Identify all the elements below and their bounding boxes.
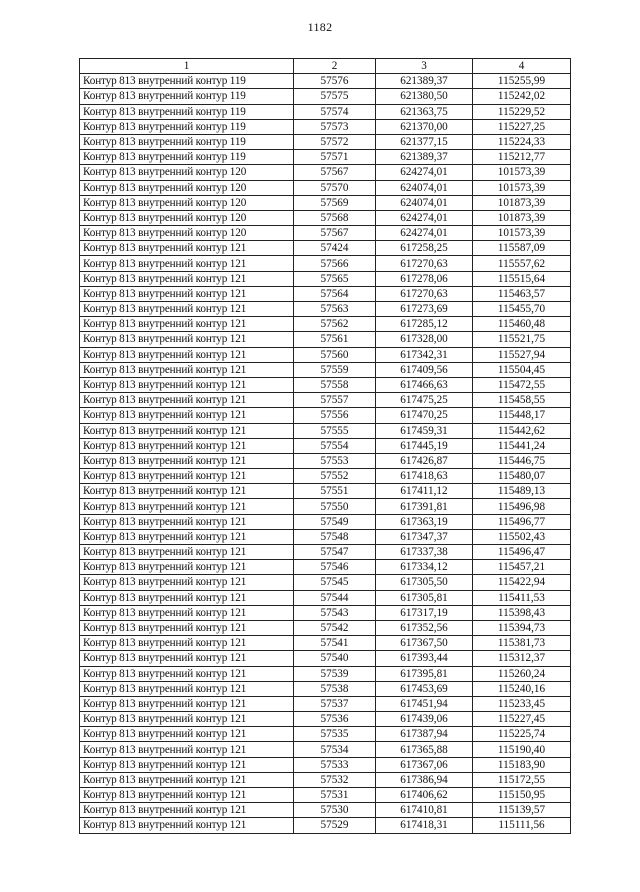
table-row <box>80 575 571 590</box>
x-coordinate-cell: 617410,81 <box>376 803 473 818</box>
table-row <box>80 302 571 317</box>
x-coordinate-cell: 617445,19 <box>376 438 473 453</box>
contour-name-cell: Контур 813 внутренний контур 121 <box>80 377 294 392</box>
coordinates-table <box>79 58 571 834</box>
contour-name-cell: Контур 813 внутренний контур 121 <box>80 317 294 332</box>
x-coordinate-cell: 617258,25 <box>376 241 473 256</box>
y-coordinate-cell: 115457,21 <box>473 560 571 575</box>
table-row <box>80 529 571 544</box>
x-coordinate-cell: 617352,56 <box>376 620 473 635</box>
table-row <box>80 545 571 560</box>
y-coordinate-cell: 115172,55 <box>473 772 571 787</box>
x-coordinate-cell: 617409,56 <box>376 362 473 377</box>
table-row <box>80 803 571 818</box>
point-number-cell: 57545 <box>294 575 376 590</box>
contour-name-cell: Контур 813 внутренний контур 121 <box>80 636 294 651</box>
x-coordinate-cell: 617418,31 <box>376 818 473 833</box>
point-number-cell: 57570 <box>294 180 376 195</box>
x-coordinate-cell: 624274,01 <box>376 226 473 241</box>
table-row <box>80 347 571 362</box>
point-number-cell: 57550 <box>294 499 376 514</box>
point-number-cell: 57553 <box>294 453 376 468</box>
y-coordinate-cell: 115557,62 <box>473 256 571 271</box>
point-number-cell: 57533 <box>294 757 376 772</box>
x-coordinate-cell: 617418,63 <box>376 469 473 484</box>
table-row <box>80 757 571 772</box>
x-coordinate-cell: 624074,01 <box>376 180 473 195</box>
point-number-cell: 57543 <box>294 605 376 620</box>
table-row <box>80 514 571 529</box>
contour-name-cell: Контур 813 внутренний контур 119 <box>80 74 294 89</box>
y-coordinate-cell: 115312,37 <box>473 651 571 666</box>
table-row <box>80 210 571 225</box>
point-number-cell: 57557 <box>294 393 376 408</box>
contour-name-cell: Контур 813 внутренний контур 121 <box>80 772 294 787</box>
contour-name-cell: Контур 813 внутренний контур 119 <box>80 134 294 149</box>
y-coordinate-cell: 115411,53 <box>473 590 571 605</box>
point-number-cell: 57575 <box>294 89 376 104</box>
y-coordinate-cell: 115472,55 <box>473 377 571 392</box>
column-header-1: 1 <box>80 59 294 74</box>
y-coordinate-cell: 115233,45 <box>473 696 571 711</box>
y-coordinate-cell: 115227,45 <box>473 712 571 727</box>
x-coordinate-cell: 617270,63 <box>376 286 473 301</box>
point-number-cell: 57549 <box>294 514 376 529</box>
x-coordinate-cell: 617393,44 <box>376 651 473 666</box>
table-row <box>80 74 571 89</box>
table-row <box>80 651 571 666</box>
x-coordinate-cell: 617337,38 <box>376 545 473 560</box>
table-row <box>80 180 571 195</box>
contour-name-cell: Контур 813 внутренний контур 121 <box>80 423 294 438</box>
x-coordinate-cell: 621363,75 <box>376 104 473 119</box>
table-row <box>80 681 571 696</box>
table-row <box>80 423 571 438</box>
table-row <box>80 560 571 575</box>
table-body <box>80 74 571 833</box>
point-number-cell: 57559 <box>294 362 376 377</box>
point-number-cell: 57540 <box>294 651 376 666</box>
y-coordinate-cell: 101873,39 <box>473 195 571 210</box>
x-coordinate-cell: 617305,50 <box>376 575 473 590</box>
table-row <box>80 165 571 180</box>
y-coordinate-cell: 115111,56 <box>473 818 571 833</box>
table-row <box>80 271 571 286</box>
column-header-4: 4 <box>473 59 571 74</box>
point-number-cell: 57544 <box>294 590 376 605</box>
point-number-cell: 57537 <box>294 696 376 711</box>
contour-name-cell: Контур 813 внутренний контур 119 <box>80 150 294 165</box>
x-coordinate-cell: 617328,00 <box>376 332 473 347</box>
y-coordinate-cell: 115225,74 <box>473 727 571 742</box>
table-row <box>80 104 571 119</box>
x-coordinate-cell: 621370,00 <box>376 119 473 134</box>
point-number-cell: 57538 <box>294 681 376 696</box>
point-number-cell: 57569 <box>294 195 376 210</box>
contour-name-cell: Контур 813 внутренний контур 121 <box>80 788 294 803</box>
x-coordinate-cell: 617365,88 <box>376 742 473 757</box>
point-number-cell: 57561 <box>294 332 376 347</box>
y-coordinate-cell: 115212,77 <box>473 150 571 165</box>
point-number-cell: 57530 <box>294 803 376 818</box>
contour-name-cell: Контур 813 внутренний контур 121 <box>80 575 294 590</box>
point-number-cell: 57546 <box>294 560 376 575</box>
x-coordinate-cell: 617305,81 <box>376 590 473 605</box>
x-coordinate-cell: 617470,25 <box>376 408 473 423</box>
table-row <box>80 788 571 803</box>
contour-name-cell: Контур 813 внутренний контур 119 <box>80 104 294 119</box>
table-row <box>80 484 571 499</box>
point-number-cell: 57566 <box>294 256 376 271</box>
point-number-cell: 57551 <box>294 484 376 499</box>
y-coordinate-cell: 115441,24 <box>473 438 571 453</box>
contour-name-cell: Контур 813 внутренний контур 121 <box>80 256 294 271</box>
x-coordinate-cell: 617285,12 <box>376 317 473 332</box>
y-coordinate-cell: 115240,16 <box>473 681 571 696</box>
table-row <box>80 150 571 165</box>
point-number-cell: 57568 <box>294 210 376 225</box>
y-coordinate-cell: 115489,13 <box>473 484 571 499</box>
contour-name-cell: Контур 813 внутренний контур 121 <box>80 347 294 362</box>
x-coordinate-cell: 617317,19 <box>376 605 473 620</box>
y-coordinate-cell: 115242,02 <box>473 89 571 104</box>
table-row <box>80 499 571 514</box>
y-coordinate-cell: 101573,39 <box>473 165 571 180</box>
y-coordinate-cell: 115521,75 <box>473 332 571 347</box>
table-row <box>80 134 571 149</box>
y-coordinate-cell: 115496,47 <box>473 545 571 560</box>
contour-name-cell: Контур 813 внутренний контур 121 <box>80 484 294 499</box>
contour-name-cell: Контур 813 внутренний контур 120 <box>80 195 294 210</box>
point-number-cell: 57573 <box>294 119 376 134</box>
point-number-cell: 57574 <box>294 104 376 119</box>
table-row <box>80 727 571 742</box>
point-number-cell: 57535 <box>294 727 376 742</box>
contour-name-cell: Контур 813 внутренний контур 121 <box>80 727 294 742</box>
point-number-cell: 57539 <box>294 666 376 681</box>
table-row <box>80 241 571 256</box>
table-row <box>80 742 571 757</box>
x-coordinate-cell: 617386,94 <box>376 772 473 787</box>
y-coordinate-cell: 115448,17 <box>473 408 571 423</box>
contour-name-cell: Контур 813 внутренний контур 120 <box>80 226 294 241</box>
contour-name-cell: Контур 813 внутренний контур 121 <box>80 651 294 666</box>
table-row <box>80 636 571 651</box>
point-number-cell: 57555 <box>294 423 376 438</box>
point-number-cell: 57424 <box>294 241 376 256</box>
table-row <box>80 772 571 787</box>
y-coordinate-cell: 115190,40 <box>473 742 571 757</box>
y-coordinate-cell: 115587,09 <box>473 241 571 256</box>
table-row <box>80 469 571 484</box>
y-coordinate-cell: 115504,45 <box>473 362 571 377</box>
x-coordinate-cell: 617367,06 <box>376 757 473 772</box>
contour-name-cell: Контур 813 внутренний контур 121 <box>80 332 294 347</box>
x-coordinate-cell: 617395,81 <box>376 666 473 681</box>
contour-name-cell: Контур 813 внутренний контур 121 <box>80 590 294 605</box>
y-coordinate-cell: 115515,64 <box>473 271 571 286</box>
contour-name-cell: Контур 813 внутренний контур 121 <box>80 529 294 544</box>
y-coordinate-cell: 115442,62 <box>473 423 571 438</box>
point-number-cell: 57565 <box>294 271 376 286</box>
contour-name-cell: Контур 813 внутренний контур 121 <box>80 666 294 681</box>
y-coordinate-cell: 115227,25 <box>473 119 571 134</box>
table-row <box>80 605 571 620</box>
table-row <box>80 818 571 833</box>
point-number-cell: 57548 <box>294 529 376 544</box>
column-header-2: 2 <box>294 59 376 74</box>
x-coordinate-cell: 624274,01 <box>376 210 473 225</box>
page-number: 1182 <box>307 20 333 34</box>
y-coordinate-cell: 115422,94 <box>473 575 571 590</box>
table-row <box>80 393 571 408</box>
point-number-cell: 57558 <box>294 377 376 392</box>
y-coordinate-cell: 115460,48 <box>473 317 571 332</box>
y-coordinate-cell: 101873,39 <box>473 210 571 225</box>
contour-name-cell: Контур 813 внутренний контур 121 <box>80 408 294 423</box>
contour-name-cell: Контур 813 внутренний контур 121 <box>80 757 294 772</box>
table-row <box>80 332 571 347</box>
table-row <box>80 119 571 134</box>
x-coordinate-cell: 617334,12 <box>376 560 473 575</box>
x-coordinate-cell: 617466,63 <box>376 377 473 392</box>
contour-name-cell: Контур 813 внутренний контур 121 <box>80 453 294 468</box>
y-coordinate-cell: 115502,43 <box>473 529 571 544</box>
contour-name-cell: Контур 813 внутренний контур 121 <box>80 302 294 317</box>
table-row <box>80 89 571 104</box>
x-coordinate-cell: 617411,12 <box>376 484 473 499</box>
table-row <box>80 712 571 727</box>
x-coordinate-cell: 617270,63 <box>376 256 473 271</box>
x-coordinate-cell: 617273,69 <box>376 302 473 317</box>
x-coordinate-cell: 621380,50 <box>376 89 473 104</box>
y-coordinate-cell: 101573,39 <box>473 180 571 195</box>
contour-name-cell: Контур 813 внутренний контур 121 <box>80 438 294 453</box>
x-coordinate-cell: 617387,94 <box>376 727 473 742</box>
y-coordinate-cell: 115398,43 <box>473 605 571 620</box>
contour-name-cell: Контур 813 внутренний контур 121 <box>80 818 294 833</box>
table-row <box>80 590 571 605</box>
y-coordinate-cell: 115394,73 <box>473 620 571 635</box>
x-coordinate-cell: 617363,19 <box>376 514 473 529</box>
y-coordinate-cell: 115255,99 <box>473 74 571 89</box>
table-row <box>80 226 571 241</box>
x-coordinate-cell: 617347,37 <box>376 529 473 544</box>
table-row <box>80 666 571 681</box>
contour-name-cell: Контур 813 внутренний контур 120 <box>80 210 294 225</box>
contour-name-cell: Контур 813 внутренний контур 121 <box>80 742 294 757</box>
y-coordinate-cell: 115446,75 <box>473 453 571 468</box>
x-coordinate-cell: 617439,06 <box>376 712 473 727</box>
contour-name-cell: Контур 813 внутренний контур 121 <box>80 499 294 514</box>
table-row <box>80 377 571 392</box>
x-coordinate-cell: 617278,06 <box>376 271 473 286</box>
y-coordinate-cell: 101573,39 <box>473 226 571 241</box>
y-coordinate-cell: 115229,52 <box>473 104 571 119</box>
point-number-cell: 57529 <box>294 818 376 833</box>
contour-name-cell: Контур 813 внутренний контур 121 <box>80 393 294 408</box>
point-number-cell: 57552 <box>294 469 376 484</box>
y-coordinate-cell: 115139,57 <box>473 803 571 818</box>
point-number-cell: 57547 <box>294 545 376 560</box>
y-coordinate-cell: 115463,57 <box>473 286 571 301</box>
x-coordinate-cell: 617451,94 <box>376 696 473 711</box>
x-coordinate-cell: 621389,37 <box>376 74 473 89</box>
contour-name-cell: Контур 813 внутренний контур 121 <box>80 696 294 711</box>
contour-name-cell: Контур 813 внутренний контур 120 <box>80 165 294 180</box>
table-row <box>80 696 571 711</box>
y-coordinate-cell: 115150,95 <box>473 788 571 803</box>
contour-name-cell: Контур 813 внутренний контур 121 <box>80 514 294 529</box>
contour-name-cell: Контур 813 внутренний контур 121 <box>80 362 294 377</box>
table-row <box>80 438 571 453</box>
y-coordinate-cell: 115496,98 <box>473 499 571 514</box>
point-number-cell: 57534 <box>294 742 376 757</box>
y-coordinate-cell: 115260,24 <box>473 666 571 681</box>
contour-name-cell: Контур 813 внутренний контур 119 <box>80 119 294 134</box>
contour-name-cell: Контур 813 внутренний контур 121 <box>80 620 294 635</box>
point-number-cell: 57556 <box>294 408 376 423</box>
point-number-cell: 57562 <box>294 317 376 332</box>
table-row <box>80 408 571 423</box>
table-row <box>80 286 571 301</box>
point-number-cell: 57560 <box>294 347 376 362</box>
x-coordinate-cell: 617391,81 <box>376 499 473 514</box>
contour-name-cell: Контур 813 внутренний контур 121 <box>80 605 294 620</box>
contour-name-cell: Контур 813 внутренний контур 121 <box>80 545 294 560</box>
y-coordinate-cell: 115527,94 <box>473 347 571 362</box>
y-coordinate-cell: 115455,70 <box>473 302 571 317</box>
column-header-3: 3 <box>376 59 473 74</box>
x-coordinate-cell: 617367,50 <box>376 636 473 651</box>
x-coordinate-cell: 617475,25 <box>376 393 473 408</box>
x-coordinate-cell: 624074,01 <box>376 195 473 210</box>
point-number-cell: 57542 <box>294 620 376 635</box>
x-coordinate-cell: 617459,31 <box>376 423 473 438</box>
table-row <box>80 256 571 271</box>
point-number-cell: 57572 <box>294 134 376 149</box>
contour-name-cell: Контур 813 внутренний контур 121 <box>80 681 294 696</box>
y-coordinate-cell: 115224,33 <box>473 134 571 149</box>
contour-name-cell: Контур 813 внутренний контур 120 <box>80 180 294 195</box>
x-coordinate-cell: 624274,01 <box>376 165 473 180</box>
table-row <box>80 317 571 332</box>
contour-name-cell: Контур 813 внутренний контур 121 <box>80 271 294 286</box>
y-coordinate-cell: 115183,90 <box>473 757 571 772</box>
contour-name-cell: Контур 813 внутренний контур 121 <box>80 469 294 484</box>
y-coordinate-cell: 115480,07 <box>473 469 571 484</box>
x-coordinate-cell: 617342,31 <box>376 347 473 362</box>
point-number-cell: 57564 <box>294 286 376 301</box>
point-number-cell: 57576 <box>294 74 376 89</box>
y-coordinate-cell: 115496,77 <box>473 514 571 529</box>
contour-name-cell: Контур 813 внутренний контур 119 <box>80 89 294 104</box>
x-coordinate-cell: 617426,87 <box>376 453 473 468</box>
x-coordinate-cell: 617453,69 <box>376 681 473 696</box>
contour-name-cell: Контур 813 внутренний контур 121 <box>80 286 294 301</box>
point-number-cell: 57531 <box>294 788 376 803</box>
table-row <box>80 195 571 210</box>
x-coordinate-cell: 621377,15 <box>376 134 473 149</box>
point-number-cell: 57536 <box>294 712 376 727</box>
x-coordinate-cell: 617406,62 <box>376 788 473 803</box>
contour-name-cell: Контур 813 внутренний контур 121 <box>80 241 294 256</box>
x-coordinate-cell: 621389,37 <box>376 150 473 165</box>
point-number-cell: 57567 <box>294 226 376 241</box>
point-number-cell: 57567 <box>294 165 376 180</box>
point-number-cell: 57563 <box>294 302 376 317</box>
point-number-cell: 57532 <box>294 772 376 787</box>
contour-name-cell: Контур 813 внутренний контур 121 <box>80 803 294 818</box>
contour-name-cell: Контур 813 внутренний контур 121 <box>80 560 294 575</box>
table-row <box>80 362 571 377</box>
point-number-cell: 57571 <box>294 150 376 165</box>
table-row <box>80 620 571 635</box>
y-coordinate-cell: 115381,73 <box>473 636 571 651</box>
contour-name-cell: Контур 813 внутренний контур 121 <box>80 712 294 727</box>
table-row <box>80 453 571 468</box>
y-coordinate-cell: 115458,55 <box>473 393 571 408</box>
point-number-cell: 57554 <box>294 438 376 453</box>
table-header-row <box>80 59 571 74</box>
point-number-cell: 57541 <box>294 636 376 651</box>
